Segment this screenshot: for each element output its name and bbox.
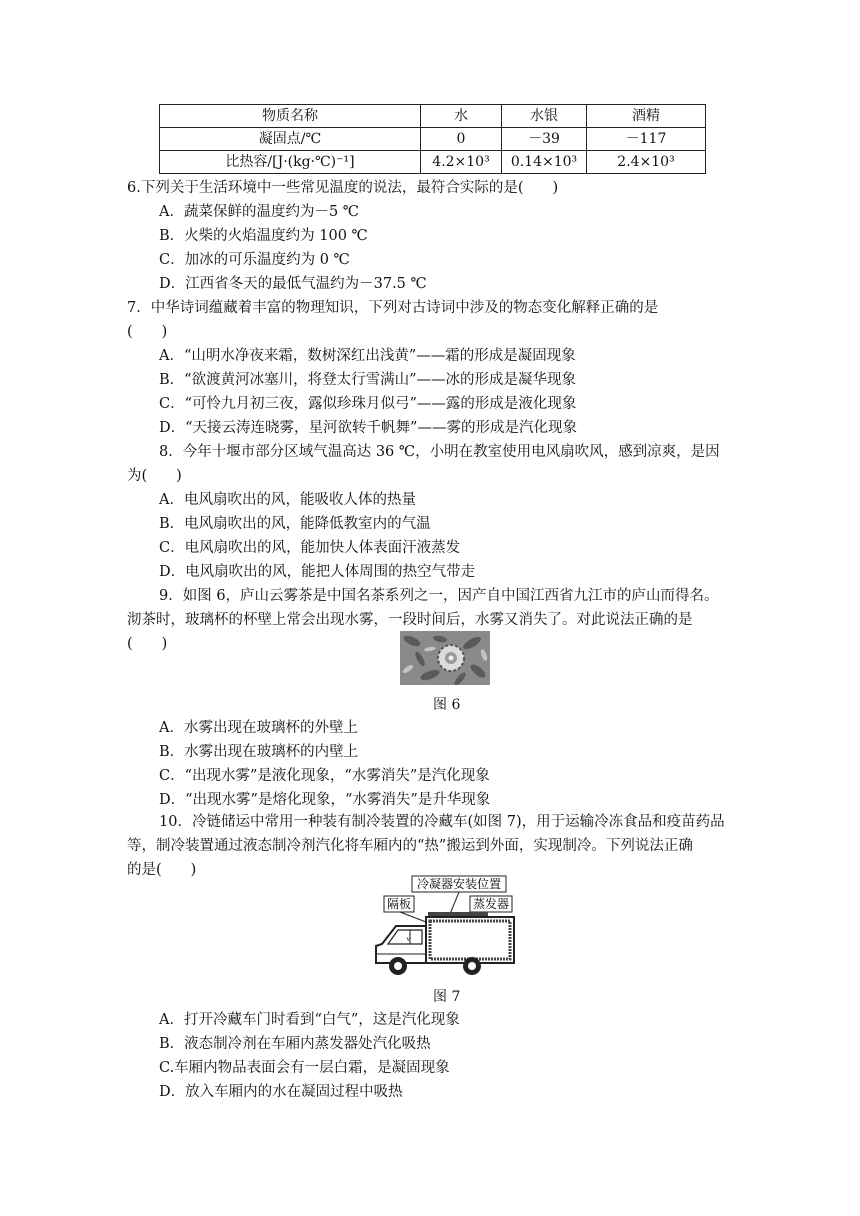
question-8-stem: 8．今年十堰市部分区域气温高达 36 ℃，小明在教室使用电风扇吹风，感到凉爽，是因 <box>159 444 720 460</box>
figure-7-caption: 图 7 <box>433 989 461 1005</box>
svg-text:√: √ <box>406 934 412 943</box>
option: D．“出现水雾”是熔化现象，“水雾消失”是升华现象 <box>159 792 491 808</box>
label-partition: 隔板 <box>386 897 412 911</box>
question-6-stem: 6.下列关于生活环境中一些常见温度的说法，最符合实际的是( ) <box>127 180 559 196</box>
option: C．“可怜九月初三夜，露似珍珠月似弓”——露的形成是液化现象 <box>159 396 577 412</box>
option: B．“欲渡黄河冰塞川，将登太行雪满山”——冰的形成是凝华现象 <box>159 372 576 388</box>
question-7-stem: 7．中华诗词蕴藏着丰富的物理知识，下列对古诗词中涉及的物态变化解释正确的是 <box>127 300 659 316</box>
figure-6-caption: 图 6 <box>433 697 461 713</box>
option: C．加冰的可乐温度约为 0 ℃ <box>159 252 350 268</box>
option: C.车厢内物品表面会有一层白霜，是凝固现象 <box>159 1060 450 1076</box>
option: D．江西省冬天的最低气温约为－37.5 ℃ <box>159 276 427 292</box>
option: C．电风扇吹出的风，能加快人体表面汗液蒸发 <box>159 540 461 556</box>
table-cell: 0.14×10³ <box>502 151 587 174</box>
header-cell: 物质名称 <box>160 105 421 128</box>
table-row <box>160 128 706 151</box>
table-header-row <box>160 105 706 128</box>
label-evaporator: 蒸发器 <box>472 897 510 911</box>
question-9-stem-cont: ( ) <box>127 636 168 652</box>
header-cell: 水银 <box>502 105 587 128</box>
question-9-stem: 9．如图 6，庐山云雾茶是中国名茶系列之一，因产自中国江西省九江市的庐山而得名。 <box>159 588 719 604</box>
option: B．火柴的火焰温度约为 100 ℃ <box>159 228 368 244</box>
option: B．液态制冷剂在车厢内蒸发器处汽化吸热 <box>159 1036 431 1052</box>
tea-photo <box>400 631 490 685</box>
substance-table <box>159 104 706 174</box>
table-cell: 比热容/[J·(kg·℃)⁻¹] <box>160 151 421 174</box>
table-cell: 凝固点/℃ <box>160 128 421 151</box>
question-7-stem-cont: ( ) <box>127 324 168 340</box>
question-9-stem-cont: 沏茶时，玻璃杯的杯壁上常会出现水雾，一段时间后，水雾又消失了。对此说法正确的是 <box>127 612 693 628</box>
label-condenser-position: 冷凝器安装位置 <box>416 877 502 891</box>
question-8-stem-cont: 为( ) <box>127 468 182 484</box>
refrigerated-truck-figure <box>370 874 520 979</box>
option: B．电风扇吹出的风，能降低教室内的气温 <box>159 516 431 532</box>
option: C．“出现水雾”是液化现象，“水雾消失”是汽化现象 <box>159 768 490 784</box>
option: A．电风扇吹出的风，能吸收人体的热量 <box>159 492 416 508</box>
table-cell: 2.4×10³ <box>587 151 706 174</box>
question-10-stem-cont: 等，制冷装置通过液态制冷剂汽化将车厢内的“热”搬运到外面，实现制冷。下列说法正确 <box>127 838 693 854</box>
option: A．蔬菜保鲜的温度约为－5 ℃ <box>159 204 360 220</box>
question-10-stem: 10．冷链储运中常用一种装有制冷装置的冷藏车(如图 7)，用于运输冷冻食品和疫苗药品 <box>159 814 725 830</box>
table-cell: 0 <box>421 128 502 151</box>
option: B．水雾出现在玻璃杯的内壁上 <box>159 744 359 760</box>
table-cell: 4.2×10³ <box>421 151 502 174</box>
table-cell: －39 <box>502 128 587 151</box>
option: A．水雾出现在玻璃杯的外壁上 <box>159 720 358 736</box>
question-10-stem-cont: 的是( ) <box>127 862 197 878</box>
option: D．放入车厢内的水在凝固过程中吸热 <box>159 1084 403 1100</box>
header-cell: 水 <box>421 105 502 128</box>
table-row <box>160 151 706 174</box>
option: A．打开冷藏车门时看到“白气”，这是汽化现象 <box>159 1012 460 1028</box>
option: A．“山明水净夜来霜，数树深红出浅黄”——霜的形成是凝固现象 <box>159 348 576 364</box>
option: D．电风扇吹出的风，能把人体周围的热空气带走 <box>159 564 476 580</box>
option: D．“天接云涛连晓雾，星河欲转千帆舞”——雾的形成是汽化现象 <box>159 420 577 436</box>
table-cell: －117 <box>587 128 706 151</box>
header-cell: 酒精 <box>587 105 706 128</box>
